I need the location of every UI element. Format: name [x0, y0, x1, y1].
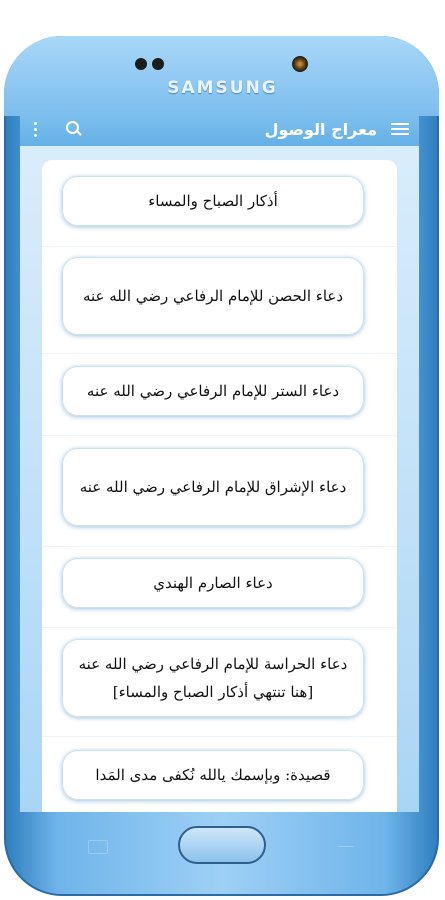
- recent-apps-icon[interactable]: [88, 840, 108, 854]
- search-icon[interactable]: [66, 121, 82, 137]
- phone-top-bezel: [4, 36, 439, 116]
- divider: [42, 736, 397, 737]
- app-screen: [20, 112, 419, 812]
- app-title: معراج الوصول: [264, 119, 377, 139]
- divider: [42, 353, 397, 354]
- device-brand-logo: SAMSUNG: [167, 78, 278, 98]
- list-item[interactable]: دعاء الصارم الهندي: [62, 558, 364, 608]
- home-button[interactable]: [178, 826, 266, 864]
- more-vertical-icon[interactable]: [34, 122, 38, 137]
- divider: [42, 435, 397, 436]
- app-bar: [20, 112, 419, 146]
- divider: [42, 246, 397, 247]
- divider: [42, 627, 397, 628]
- list-item[interactable]: أذكار الصباح والمساء: [62, 176, 364, 226]
- list-item[interactable]: دعاء الإشراق للإمام الرفاعي رضي الله عنه: [62, 448, 364, 526]
- front-sensor-icon: [152, 58, 164, 70]
- menu-list: [42, 160, 397, 812]
- back-icon[interactable]: [338, 846, 354, 847]
- list-item[interactable]: دعاء الستر للإمام الرفاعي رضي الله عنه: [62, 366, 364, 416]
- list-item[interactable]: دعاء الحصن للإمام الرفاعي رضي الله عنه: [62, 257, 364, 335]
- hamburger-menu-icon[interactable]: [391, 123, 409, 135]
- list-item[interactable]: دعاء الحراسة للإمام الرفاعي رضي الله عنه [هنا تنتهي أذكار الصباح والمساء]: [62, 639, 364, 717]
- front-camera-icon: [292, 56, 308, 72]
- front-sensor-icon: [135, 58, 147, 70]
- divider: [42, 546, 397, 547]
- list-item[interactable]: قصيدة: وبإسمك يالله نُكفى مدى المَدا: [62, 750, 364, 800]
